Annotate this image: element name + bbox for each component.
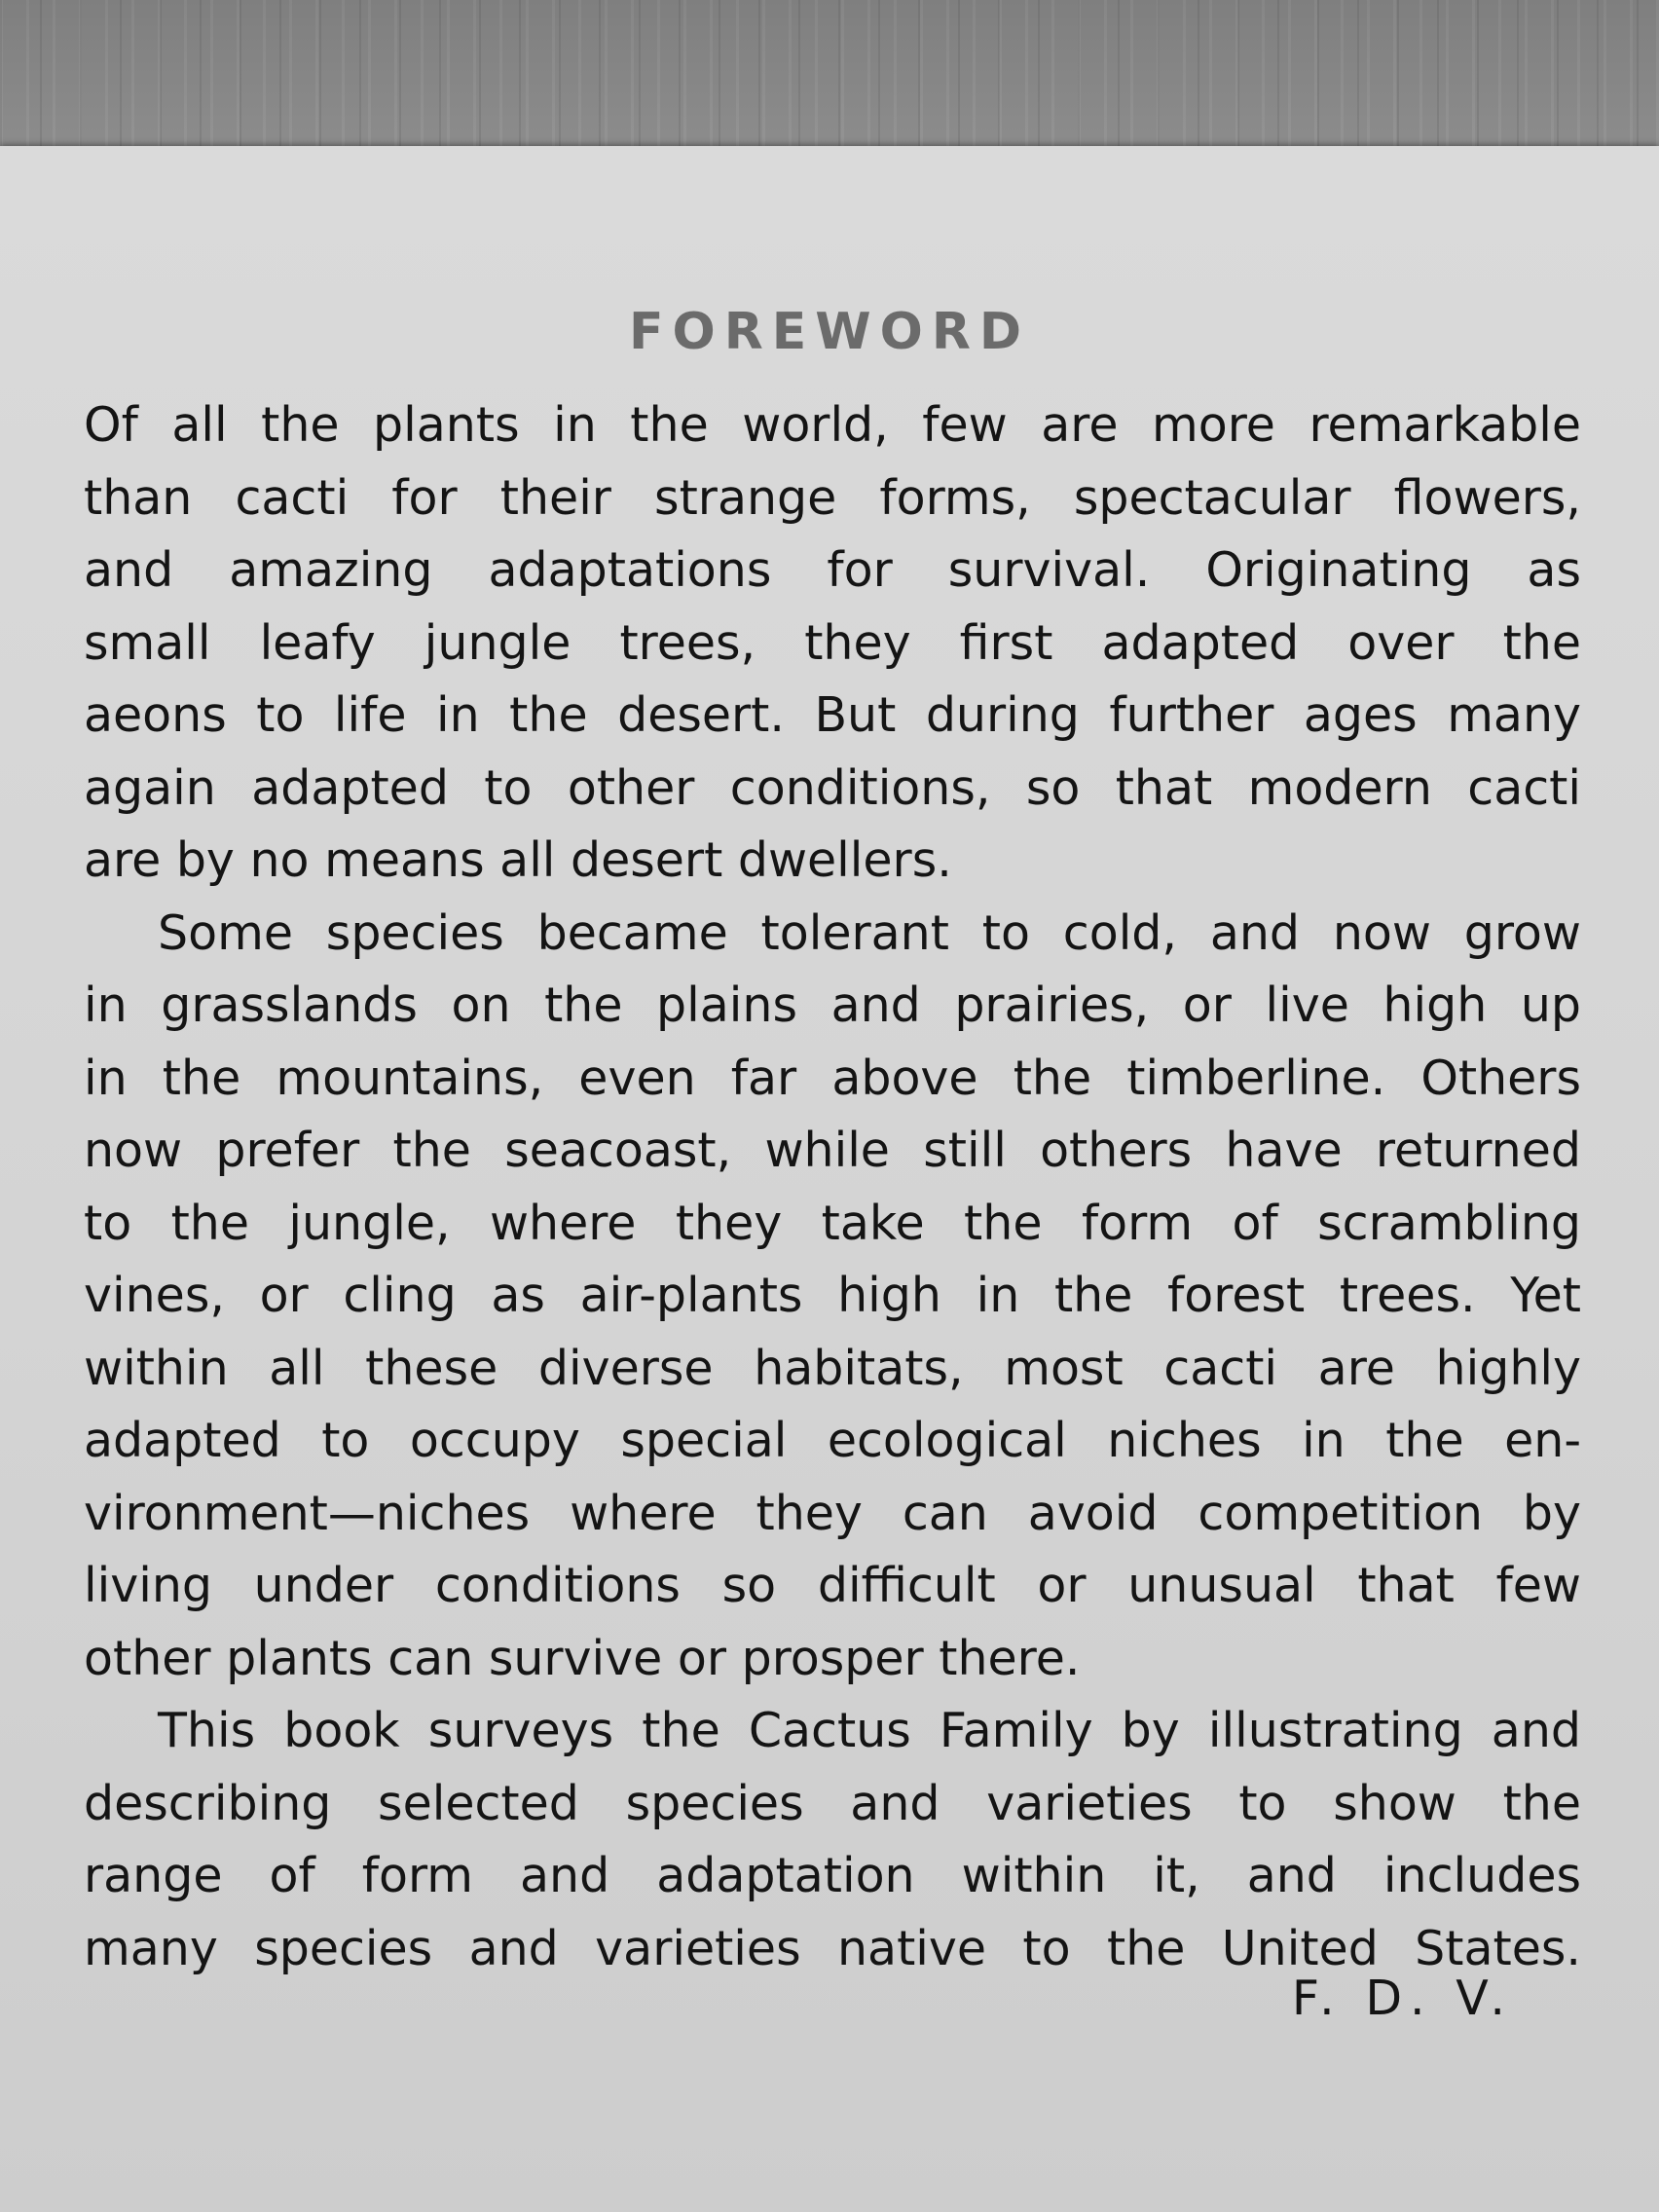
text-line: again adapted to other conditions, so that modern cacti — [84, 759, 1581, 816]
text-line: and amazing adaptations for survival. Originating as — [84, 542, 1581, 598]
text-line: This book surveys the Cactus Family by illustrating and — [158, 1703, 1581, 1758]
paragraph-1 — [84, 389, 1581, 898]
text-line: other plants can survive or prosper there. — [84, 1630, 1081, 1686]
text-line: vironment—niches where they can avoid competition by — [84, 1485, 1581, 1541]
text-line: adapted to occupy special ecological niches in the en- — [84, 1413, 1581, 1468]
text-line: describing selected species and varieties to show the — [84, 1775, 1581, 1831]
text-line: small leafy jungle trees, they first adapted over the — [84, 614, 1581, 671]
text-line: vines, or cling as air-plants high in the forest trees. Yet — [84, 1268, 1581, 1323]
text-line: in the mountains, even far above the timberline. Others — [84, 1050, 1581, 1106]
text-line: now prefer the seacoast, while still others have returned — [84, 1123, 1581, 1178]
text-line: than cacti for their strange forms, spectacular flowers, — [84, 469, 1581, 526]
text-line: many species and varieties native to the United States. — [84, 1920, 1581, 1976]
text-line: Of all the plants in the world, few are more remarkable — [84, 397, 1581, 453]
author-signature: F. D. V. — [1291, 1971, 1513, 2026]
book-page — [0, 146, 1659, 2212]
paragraph-2 — [84, 898, 1581, 1696]
page-heading: FOREWORD — [628, 303, 1031, 361]
text-line: are by no means all desert dwellers. — [84, 832, 952, 888]
text-line: Some species became tolerant to cold, and now grow — [158, 904, 1581, 961]
text-line: within all these diverse habitats, most cacti are highly — [84, 1340, 1581, 1396]
text-line: living under conditions so difficult or unusual that few — [84, 1558, 1581, 1613]
text-line: in grasslands on the plains and prairies, or live high up — [84, 977, 1581, 1033]
foreword-body — [84, 389, 1581, 1985]
background-surface — [0, 0, 1659, 156]
text-line: to the jungle, where they take the form of scrambling — [84, 1195, 1581, 1251]
paragraph-3 — [84, 1695, 1581, 1985]
text-line: range of form and adaptation within it, and includes — [84, 1848, 1581, 1903]
text-line: aeons to life in the desert. But during further ages many — [84, 687, 1581, 743]
